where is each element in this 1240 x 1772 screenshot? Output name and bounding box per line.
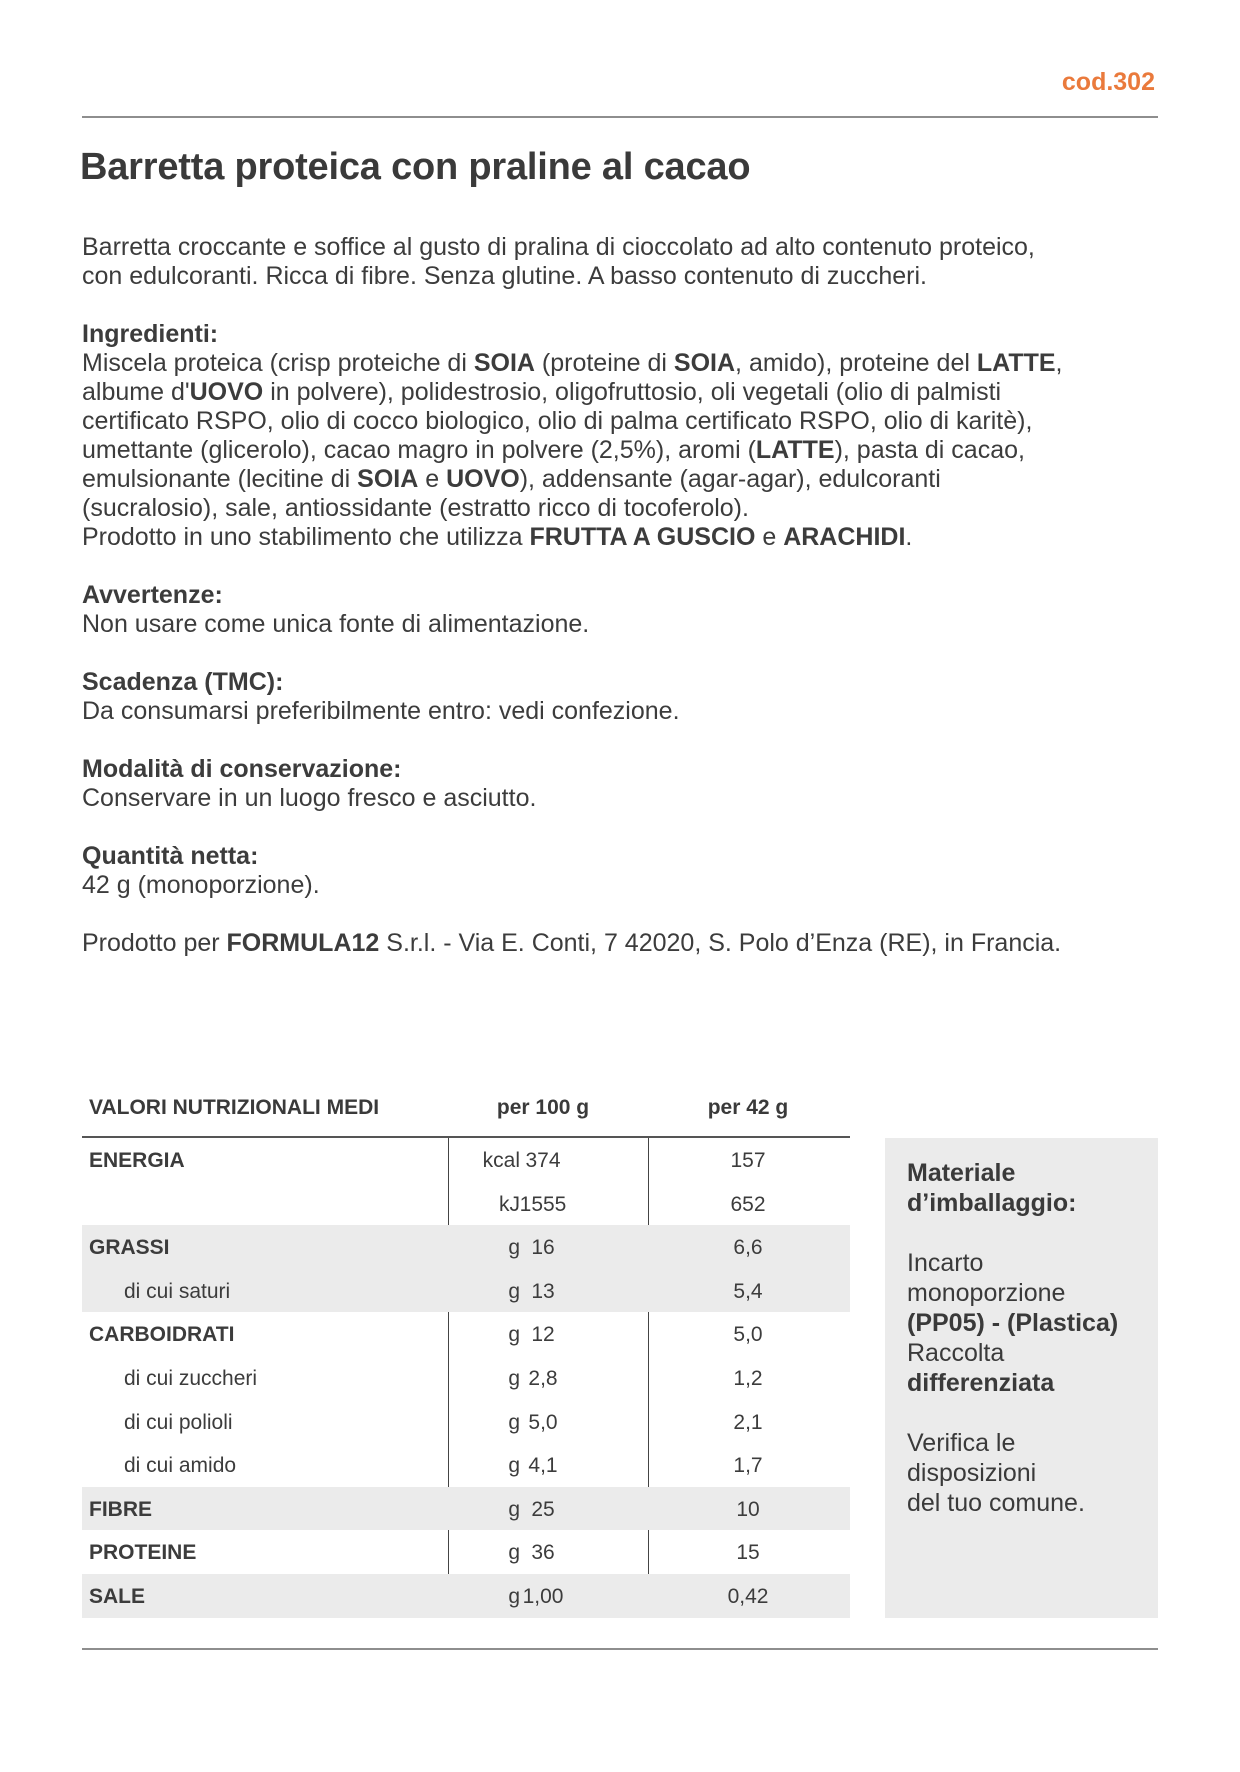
packaging-text: Raccolta — [907, 1339, 1005, 1367]
warnings-section — [82, 581, 1158, 639]
packaging-heading-line: Materiale — [907, 1159, 1016, 1187]
quantity-text: 42 g (monoporzione). — [82, 871, 320, 899]
quantity-section — [82, 842, 1158, 900]
value-per-42g: 10 — [736, 1497, 760, 1521]
ingredient-text: e — [755, 523, 784, 551]
ingredient-text: umettante (glicerolo), cacao magro in polvere (2,5%), aromi ( — [82, 436, 756, 464]
value-per-42g: 1,7 — [733, 1454, 763, 1478]
quantity-heading: Quantità netta: — [82, 842, 259, 870]
value-per-42g: 157 — [730, 1149, 766, 1172]
bottom-divider — [82, 1648, 1158, 1650]
nutrient-unit: g — [508, 1497, 520, 1521]
packaging-text: del tuo comune. — [907, 1489, 1085, 1517]
allergen: FRUTTA A GUSCIO — [529, 523, 756, 551]
product-description — [82, 233, 1158, 958]
value-per-42g: 0,42 — [727, 1584, 769, 1608]
allergen: SOIA — [673, 349, 736, 377]
nutrient-name: di cui amido — [124, 1454, 237, 1478]
ingredient-text: , — [1055, 349, 1063, 377]
ingredient-text: Prodotto in uno stabilimento che utilizza — [82, 523, 530, 551]
nutrient-name: di cui polioli — [124, 1410, 233, 1434]
value-per-42g: 15 — [736, 1541, 760, 1565]
ingredients-line: certificato RSPO, olio di cocco biologico, olio di palma certificato RSPO, olio di karitè), — [82, 407, 1033, 435]
value-per-100g: 1555 — [519, 1192, 567, 1216]
table-row — [82, 1138, 850, 1182]
table-row — [82, 1182, 850, 1226]
allergen: LATTE — [755, 436, 835, 464]
packaging-info — [907, 1248, 1136, 1398]
warnings-text: Non usare come unica fonte di alimentazione. — [82, 610, 590, 638]
nutrient-name: CARBOIDRATI — [89, 1323, 235, 1347]
allergen: SOIA — [357, 465, 419, 493]
nutrient-unit: g — [508, 1454, 520, 1478]
table-row — [82, 1574, 850, 1618]
table-row — [82, 1269, 850, 1313]
nutrient-name: FIBRE — [89, 1497, 152, 1521]
value-per-100g: 374 — [525, 1149, 561, 1172]
nutrient-unit: g — [508, 1236, 520, 1260]
packaging-text: Incarto — [907, 1249, 984, 1277]
intro-line: Barretta croccante e soffice al gusto di pralina di cioccolato ad alto contenuto proteico, — [82, 233, 1035, 261]
value-per-100g: 16 — [531, 1236, 555, 1260]
ingredients-line — [82, 436, 1158, 465]
table-row — [82, 1400, 850, 1444]
ingredient-text: emulsionante (lecitine di — [82, 465, 358, 493]
ingredients-line — [82, 465, 1158, 494]
ingredient-text: ), pasta di cacao, — [834, 436, 1025, 464]
column-header-per-100g: per 100 g — [496, 1096, 590, 1119]
value-per-100g: 25 — [531, 1497, 555, 1521]
storage-section — [82, 755, 1158, 813]
nutrition-table — [82, 1090, 850, 1618]
storage-heading: Modalità di conservazione: — [82, 755, 402, 783]
allergen: UOVO — [189, 378, 264, 406]
expiry-section — [82, 668, 1158, 726]
ingredient-text: e — [418, 465, 447, 493]
value-per-42g: 5,4 — [733, 1279, 763, 1303]
nutrient-name: PROTEINE — [89, 1541, 197, 1565]
ingredient-text: (proteine di — [534, 349, 674, 377]
brand-name: FORMULA12 — [226, 929, 380, 957]
nutrient-name: SALE — [89, 1584, 146, 1608]
nutrient-unit: kcal — [482, 1149, 520, 1172]
ingredients-line — [82, 378, 1158, 407]
page-title: Barretta proteica con praline al cacao — [80, 146, 751, 188]
ingredient-text: , amido), proteine del — [735, 349, 977, 377]
value-per-100g: 4,1 — [528, 1454, 558, 1478]
ingredient-text: Miscela proteica (crisp proteiche di — [82, 349, 474, 377]
packaging-heading-line: d’imballaggio: — [907, 1189, 1077, 1217]
packaging-text: Verifica le — [907, 1429, 1016, 1457]
allergen: ARACHIDI — [783, 523, 906, 551]
value-per-42g: 6,6 — [733, 1236, 763, 1260]
table-row — [82, 1225, 850, 1269]
value-per-42g: 1,2 — [733, 1366, 763, 1390]
nutrition-table-header — [82, 1090, 850, 1136]
nutrient-unit: g — [508, 1410, 520, 1434]
nutrient-unit: g — [508, 1541, 520, 1565]
ingredient-text: ), addensante (agar-agar), edulcoranti — [519, 465, 941, 493]
table-row — [82, 1530, 850, 1574]
storage-text: Conservare in un luogo fresco e asciutto. — [82, 784, 537, 812]
intro-text — [82, 233, 1158, 291]
value-per-42g: 652 — [730, 1192, 766, 1216]
packaging-note — [907, 1428, 1136, 1518]
allergen: LATTE — [976, 349, 1056, 377]
value-per-100g: 36 — [531, 1541, 555, 1565]
value-per-100g: 5,0 — [528, 1410, 558, 1434]
nutrient-unit: g — [508, 1323, 520, 1347]
producer-address: S.r.l. - Via E. Conti, 7 42020, S. Polo d’Enza (RE), in Francia. — [379, 929, 1062, 957]
nutrient-name: ENERGIA — [89, 1149, 185, 1172]
packaging-text: monoporzione — [907, 1279, 1066, 1307]
table-row — [82, 1443, 850, 1487]
packaging-box — [885, 1138, 1158, 1618]
nutrient-name: di cui zuccheri — [124, 1366, 258, 1390]
ingredients-heading: Ingredienti: — [82, 320, 219, 348]
value-per-100g: 13 — [531, 1279, 555, 1303]
value-per-42g: 2,1 — [733, 1410, 763, 1434]
allergen: UOVO — [446, 465, 520, 493]
packaging-text-bold: differenziata — [907, 1369, 1055, 1397]
nutrient-name: di cui saturi — [124, 1279, 231, 1303]
nutrient-unit: g — [508, 1279, 520, 1303]
ingredient-text: albume d' — [82, 378, 190, 406]
allergen: SOIA — [473, 349, 535, 377]
producer-text: Prodotto per — [82, 929, 227, 957]
table-row — [82, 1356, 850, 1400]
warnings-heading: Avvertenze: — [82, 581, 223, 609]
table-row — [82, 1312, 850, 1356]
value-per-100g: 12 — [531, 1323, 555, 1347]
expiry-text: Da consumarsi preferibilmente entro: vedi confezione. — [82, 697, 680, 725]
ingredient-text: in polvere), polidestrosio, oligofruttosio, oli vegetali (olio di palmisti — [263, 378, 1002, 406]
ingredients-line — [82, 523, 1158, 552]
column-header-name: VALORI NUTRIZIONALI MEDI — [89, 1096, 380, 1119]
value-per-100g: 1,00 — [522, 1584, 564, 1608]
nutrient-name: GRASSI — [89, 1236, 170, 1260]
top-divider — [82, 116, 1158, 118]
packaging-heading — [907, 1158, 1136, 1218]
nutrient-unit: kJ — [499, 1192, 520, 1216]
intro-line: con edulcoranti. Ricca di fibre. Senza glutine. A basso contenuto di zuccheri. — [82, 262, 927, 290]
value-per-42g: 5,0 — [733, 1323, 763, 1347]
column-header-per-42g: per 42 g — [707, 1096, 789, 1119]
value-per-100g: 2,8 — [528, 1366, 558, 1390]
nutrient-unit: g — [508, 1584, 520, 1608]
table-row — [82, 1487, 850, 1531]
nutrition-rows — [82, 1138, 850, 1618]
nutrient-unit: g — [508, 1366, 520, 1390]
ingredients-line: (sucralosio), sale, antiossidante (estratto ricco di tocoferolo). — [82, 494, 749, 522]
packaging-text: disposizioni — [907, 1459, 1037, 1487]
ingredient-text: . — [905, 523, 913, 551]
producer-line — [82, 929, 1158, 958]
product-code: cod.302 — [1061, 68, 1155, 96]
ingredients-line — [82, 349, 1158, 378]
expiry-heading: Scadenza (TMC): — [82, 668, 284, 696]
packaging-material: (PP05) - (Plastica) — [907, 1309, 1119, 1337]
ingredients-section — [82, 320, 1158, 552]
